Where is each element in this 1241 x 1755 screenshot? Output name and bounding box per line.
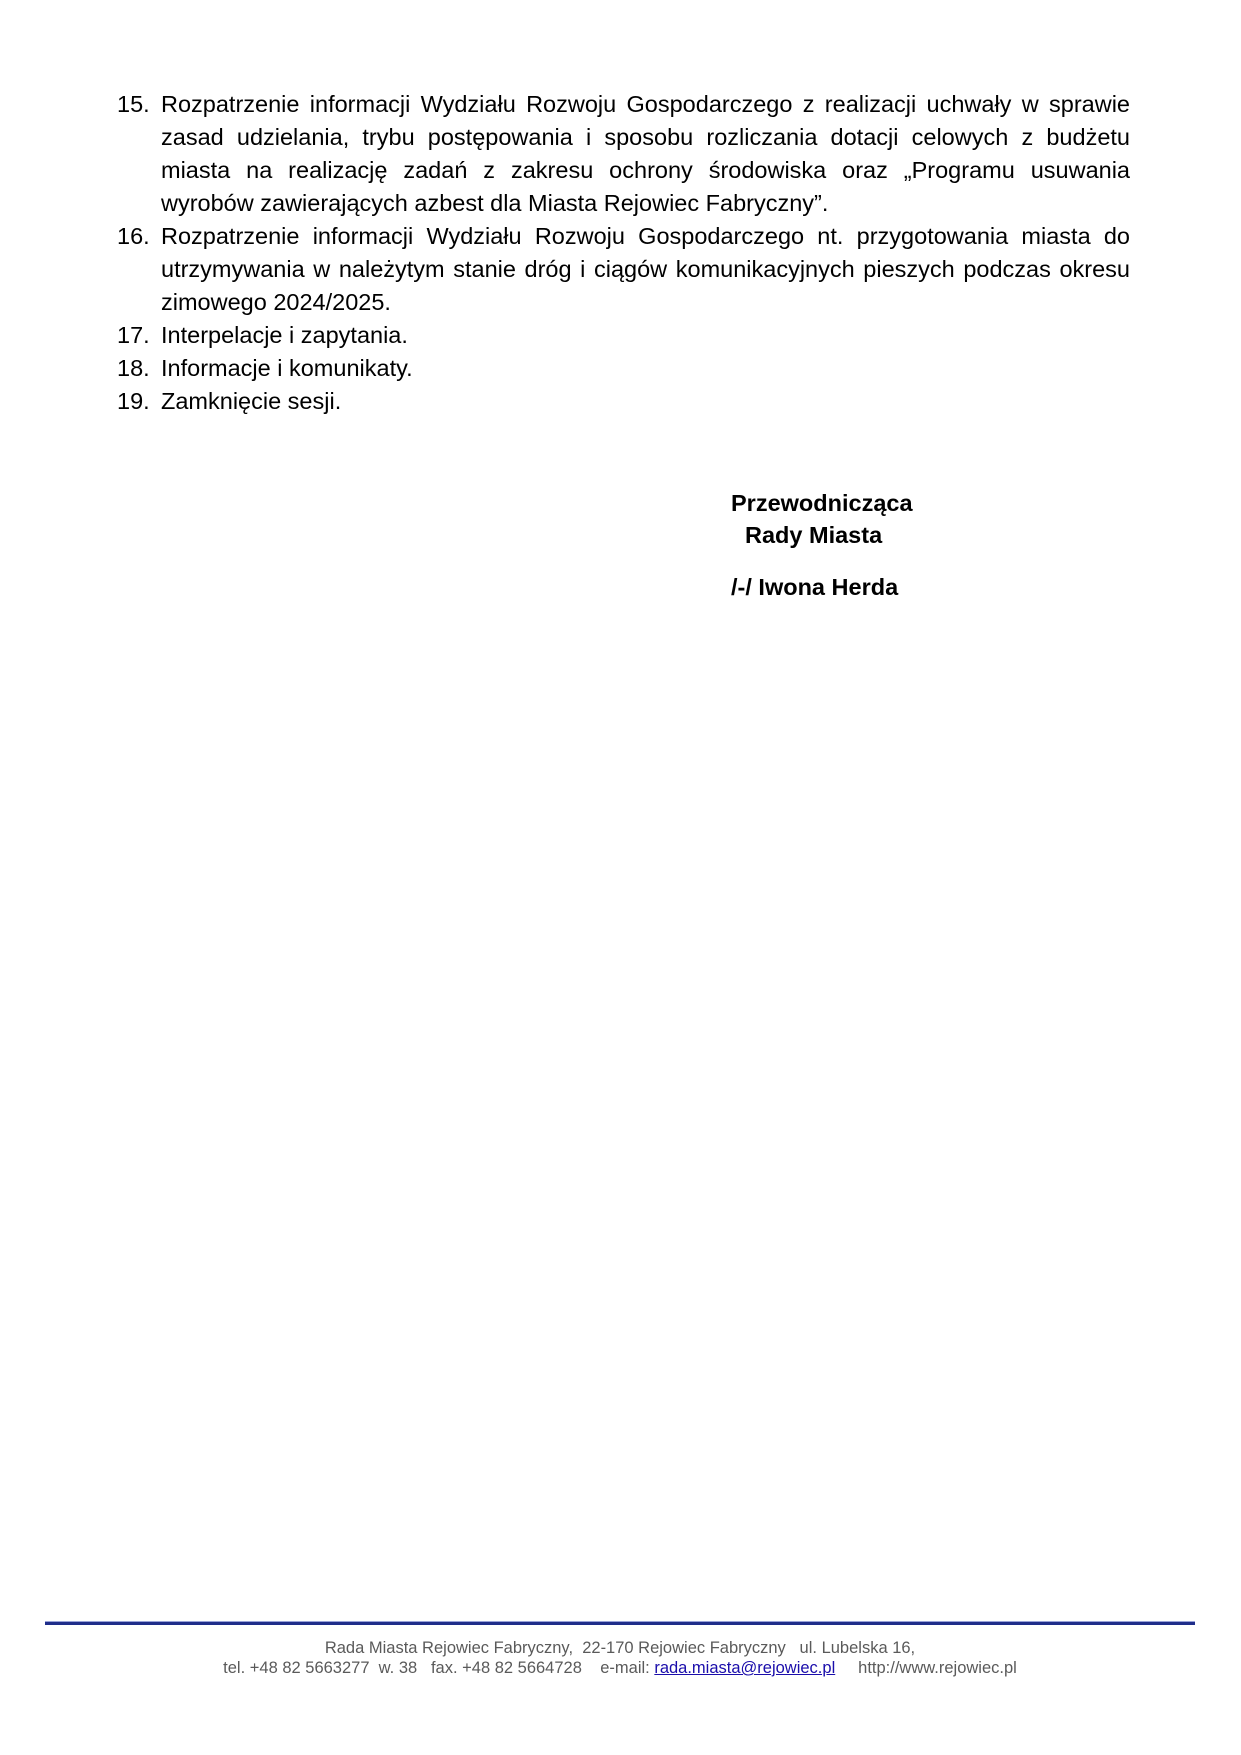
agenda-item-text: Zamknięcie sesji. (161, 388, 342, 414)
signature-block (731, 487, 913, 603)
footer-email-link[interactable]: rada.miasta@rejowiec.pl (654, 1659, 836, 1677)
agenda-item-number: 17. (117, 322, 150, 348)
agenda-item-18 (117, 352, 1130, 385)
agenda-item-16 (117, 220, 1130, 319)
footer-website: http://www.rejowiec.pl (858, 1659, 1017, 1677)
agenda-item-text: Interpelacje i zapytania. (161, 322, 408, 348)
agenda-list (117, 88, 1130, 418)
footer-divider (45, 1621, 1195, 1625)
footer-address: Rada Miasta Rejowiec Fabryczny, 22-170 Rejowiec Fabryczny ul. Lubelska 16, (324, 1639, 916, 1657)
signature-title-line1: Przewodnicząca (731, 490, 913, 516)
footer-spacer (835, 1659, 858, 1677)
agenda-item-19 (117, 385, 1130, 418)
agenda-item-text: Rozpatrzenie informacji Wydziału Rozwoju Gospodarczego z realizacji uchwały w sprawie zasad udzielania, trybu postępowania i sposobu rozliczania dotacji celowych z budżetu miasta na realizację zadań z zakresu ochrony środowiska oraz „Programu usuwania wyrobów zawierających azbest dla Miasta Rejowiec Fabryczny”. (161, 91, 1130, 216)
agenda-item-number: 16. (117, 223, 150, 249)
signature-title-line2: Rady Miasta (745, 522, 883, 548)
signature-name: /-/ Iwona Herda (731, 574, 899, 600)
agenda-item-15 (117, 88, 1130, 220)
agenda-item-text: Rozpatrzenie informacji Wydziału Rozwoju Gospodarczego nt. przygotowania miasta do utrzymywania w należytym stanie dróg i ciągów komunikacyjnych pieszych podczas okresu zimowego 2024/2025. (161, 223, 1130, 315)
agenda-item-text: Informacje i komunikaty. (161, 355, 413, 381)
agenda-item-number: 19. (117, 388, 150, 414)
footer-contact-text: tel. +48 82 5663277 w. 38 fax. +48 82 5664728 e-mail: (223, 1659, 655, 1677)
agenda-item-number: 15. (117, 91, 150, 117)
agenda-item-number: 18. (117, 355, 150, 381)
agenda-item-17 (117, 319, 1130, 352)
footer-contact (45, 1658, 1195, 1678)
footer (45, 1638, 1195, 1678)
